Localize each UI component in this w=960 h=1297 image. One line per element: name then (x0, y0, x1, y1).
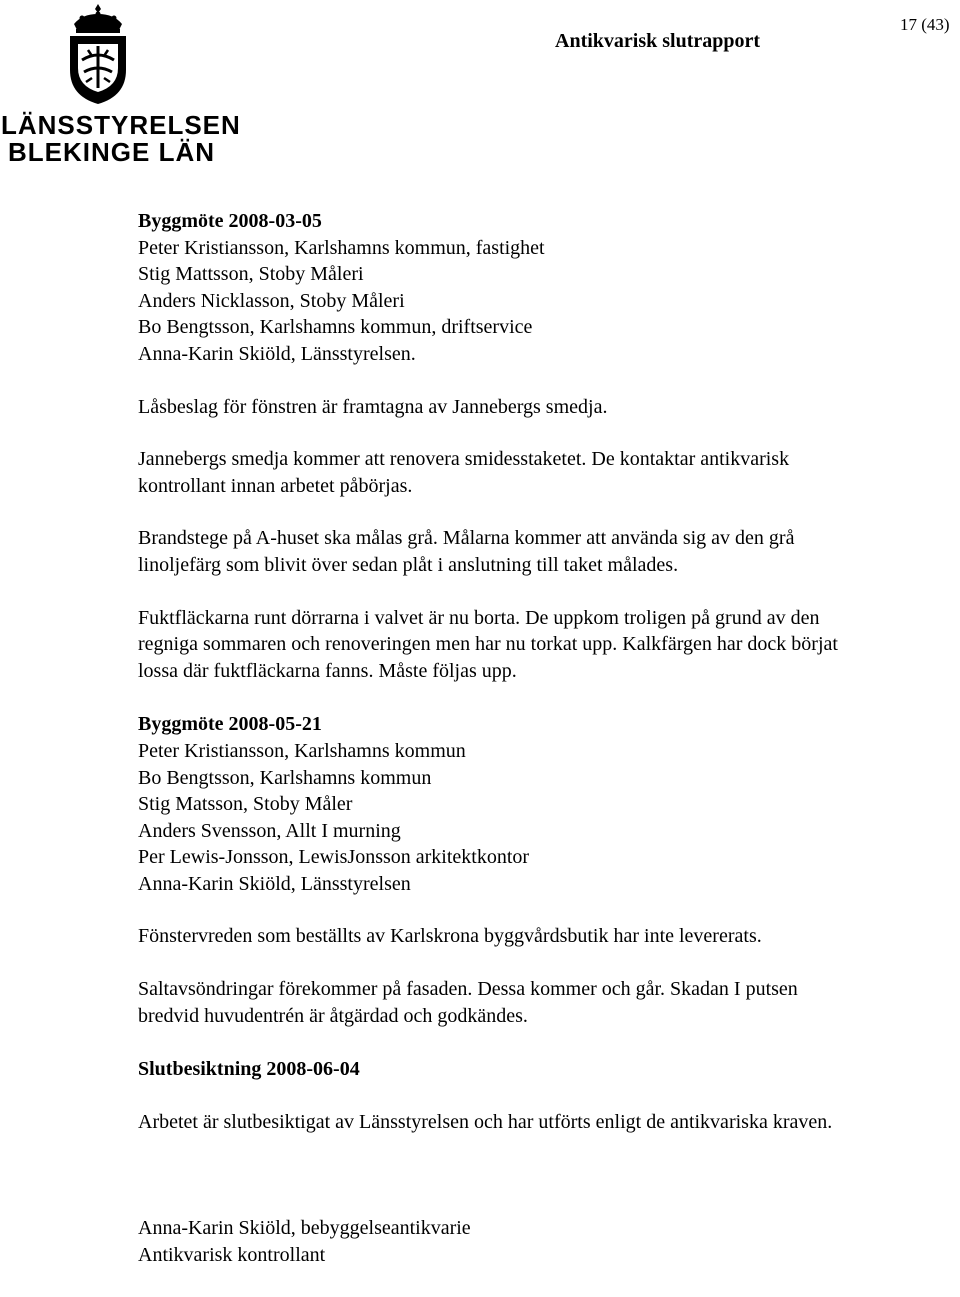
paragraph-line: linoljefärg som blivit över sedan plåt i anslutning till taket målades. (138, 553, 679, 576)
org-name-line2: BLEKINGE LÄN (8, 137, 215, 167)
report-title: Antikvarisk slutrapport (555, 30, 761, 52)
paragraph-line: Fönstervreden som beställts av Karlskrona byggvårdsbutik har inte levererats. (138, 925, 762, 948)
org-name-line1: LÄNSSTYRELSEN (1, 110, 241, 140)
attendee-line: Per Lewis-Jonsson, LewisJonsson arkitektkontor (138, 846, 530, 869)
attendee-line: Peter Kristiansson, Karlshamns kommun (138, 739, 466, 762)
attendee-line: Stig Matsson, Stoby Måler (138, 793, 353, 816)
signature-role: Antikvarisk kontrollant (138, 1244, 326, 1267)
paragraph-line: kontrollant innan arbetet påbörjas. (138, 474, 413, 497)
attendee-line: Anders Svensson, Allt I murning (138, 819, 401, 842)
header-logo (0, 0, 241, 170)
section-byggmote-1 (138, 208, 938, 684)
section-heading: Byggmöte 2008-03-05 (138, 210, 322, 232)
attendee-line: Bo Bengtsson, Karlshamns kommun, driftservice (138, 316, 533, 339)
paragraph-line: lossa där fuktfläckarna fanns. Måste följas upp. (138, 659, 517, 682)
paragraph-line: Jannebergs smedja kommer att renovera smidesstaketet. De kontaktar antikvarisk (138, 448, 790, 471)
attendee-line: Stig Mattsson, Stoby Måleri (138, 263, 364, 286)
section-heading: Byggmöte 2008-05-21 (138, 713, 322, 736)
attendee-line: Bo Bengtsson, Karlshamns kommun (138, 766, 432, 789)
signature-name: Anna-Karin Skiöld, bebyggelseantikvarie (138, 1217, 471, 1240)
attendee-line: Anders Nicklasson, Stoby Måleri (138, 289, 405, 312)
paragraph-line: regniga sommaren och renoveringen men har nu torkat upp. Kalkfärgen har dock börjat (138, 633, 838, 656)
section-heading: Slutbesiktning 2008-06-04 (138, 1058, 360, 1081)
attendee-line: Anna-Karin Skiöld, Länsstyrelsen. (138, 342, 416, 365)
page-number: 17 (43) (900, 15, 950, 34)
document-body (138, 208, 938, 1269)
section-slutbesiktning (138, 1056, 938, 1135)
paragraph-line: Arbetet är slutbesiktigat av Länsstyrelsen och har utförts enligt de antikvariska kraven. (138, 1110, 833, 1133)
paragraph-line: Saltavsöndringar förekommer på fasaden. Dessa kommer och går. Skadan I putsen (138, 978, 798, 1001)
attendee-line: Peter Kristiansson, Karlshamns kommun, fastighet (138, 236, 545, 259)
paragraph-line: Låsbeslag för fönstren är framtagna av Jannebergs smedja. (138, 395, 608, 418)
paragraph-line: Brandstege på A-huset ska målas grå. Målarna kommer att använda sig av den grå (138, 527, 795, 550)
coat-of-arms-icon (62, 2, 134, 106)
attendee-line: Anna-Karin Skiöld, Länsstyrelsen (138, 872, 411, 895)
paragraph-line: Fuktfläckarna runt dörrarna i valvet är nu borta. De uppkom troligen på grund av den (138, 606, 820, 629)
signature-block (138, 1215, 938, 1268)
section-byggmote-2 (138, 711, 938, 1029)
paragraph-line: bredvid huvudentrén är åtgärdad och godkändes. (138, 1004, 528, 1027)
